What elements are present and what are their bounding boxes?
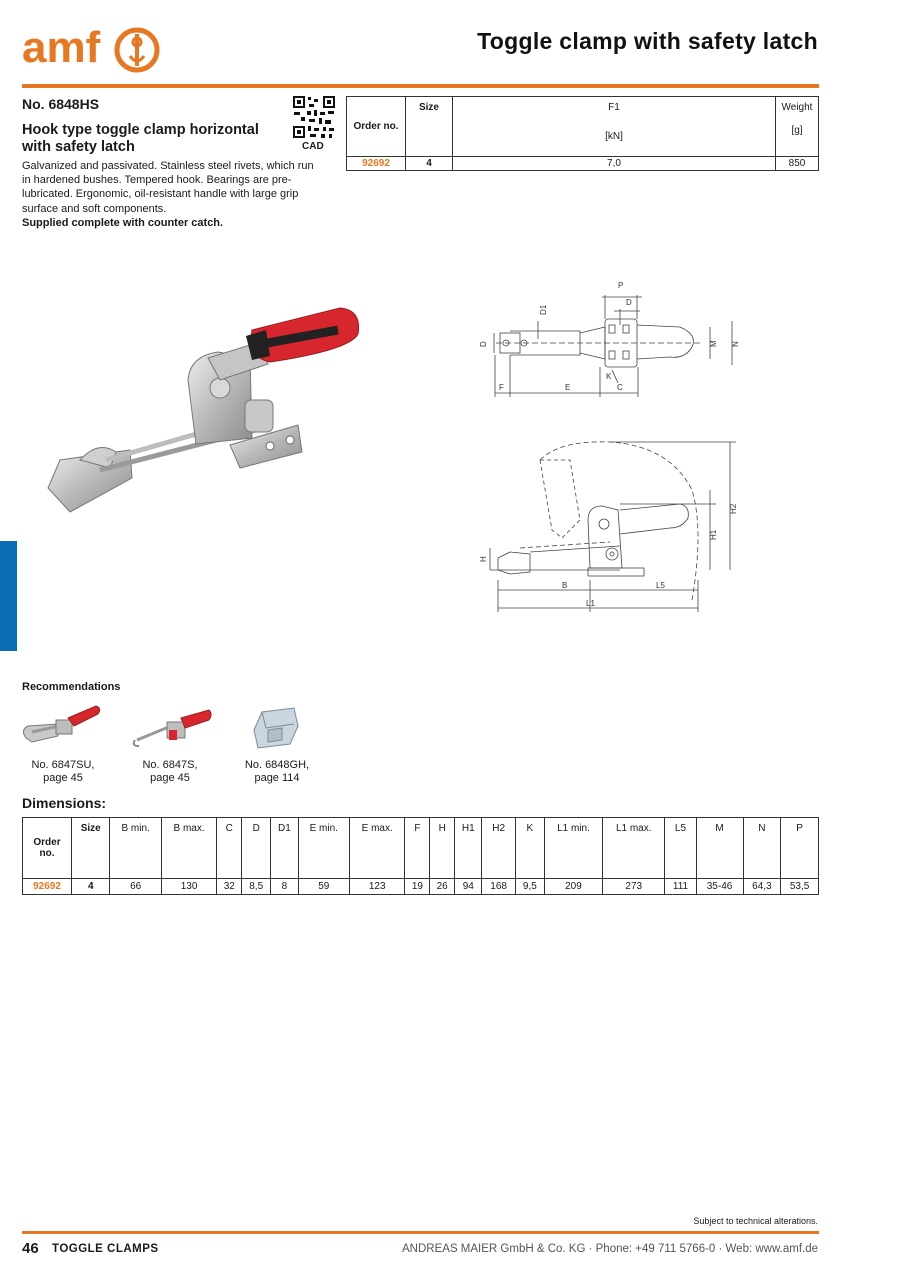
dim-label-m: M — [709, 340, 718, 347]
header-divider — [22, 84, 819, 88]
header-e-max: E max. — [349, 818, 405, 879]
header-f: F — [405, 818, 430, 879]
header-p: P — [781, 818, 819, 879]
technical-drawing-top-view — [480, 275, 750, 400]
h-cell: 26 — [430, 879, 455, 895]
table-row — [347, 157, 819, 171]
dim-label-p: P — [618, 281, 624, 290]
recommendation-item[interactable] — [115, 700, 225, 785]
qr-code-icon[interactable] — [292, 95, 336, 139]
cad-label[interactable]: CAD — [302, 141, 324, 152]
rec-line1: No. 6848GH, — [244, 759, 310, 771]
clamp-6847s-thumbnail — [125, 700, 215, 755]
weight-cell: 850 — [776, 157, 819, 171]
dim-label-n: N — [731, 341, 740, 347]
dimensions-title: Dimensions: — [22, 795, 107, 811]
h1-cell: 94 — [455, 879, 482, 895]
rec-line2: page 45 — [150, 772, 190, 784]
footer-divider — [22, 1231, 819, 1234]
header-f1 — [453, 97, 776, 157]
product-photo — [40, 300, 380, 520]
e-min-cell: 59 — [298, 879, 349, 895]
k-cell: 9,5 — [515, 879, 544, 895]
l5-cell: 111 — [665, 879, 696, 895]
table-row — [23, 879, 819, 895]
page-number: 46 — [22, 1240, 39, 1257]
header-size: Size — [406, 97, 453, 157]
header-h: H — [430, 818, 455, 879]
header-b-max: B max. — [161, 818, 217, 879]
dim-label-k: K — [606, 372, 612, 381]
section-tab-marker — [0, 541, 17, 651]
order-no-cell[interactable]: 92692 — [347, 157, 406, 171]
f-cell: 19 — [405, 879, 430, 895]
footer-section-title: TOGGLE CLAMPS — [52, 1243, 159, 1255]
page-title: Toggle clamp with safety latch — [477, 28, 818, 54]
dim-label-c: C — [617, 383, 623, 392]
header-l1-max: L1 max. — [603, 818, 665, 879]
header-n: N — [743, 818, 781, 879]
header-weight — [776, 97, 819, 157]
dim-label-d-left: D — [479, 341, 488, 347]
e-max-cell: 123 — [349, 879, 405, 895]
header-order-no: Order no. — [23, 818, 72, 879]
rec-line2: page 45 — [43, 772, 83, 784]
l1-min-cell: 209 — [544, 879, 602, 895]
dim-label-h: H — [479, 556, 488, 562]
table-header-row — [23, 818, 819, 879]
dim-label-h1: H1 — [709, 529, 718, 540]
rec-line1: No. 6847SU, — [31, 759, 95, 771]
header-d1: D1 — [271, 818, 298, 879]
order-table — [346, 96, 819, 171]
header-c: C — [217, 818, 242, 879]
header-k: K — [515, 818, 544, 879]
footer-company-info: ANDREAS MAIER GmbH & Co. KG · Phone: +49 711 5766-0 · Web: www.amf.de — [402, 1243, 818, 1255]
header-order-no: Order no. — [347, 97, 406, 157]
l1-max-cell: 273 — [603, 879, 665, 895]
weight-unit: [g] — [791, 125, 803, 136]
dimensions-table — [22, 817, 819, 895]
n-cell: 64,3 — [743, 879, 781, 895]
size-cell: 4 — [72, 879, 110, 895]
rec-line1: No. 6847S, — [142, 759, 198, 771]
svg-text:amf: amf — [22, 23, 101, 72]
dim-label-b: B — [562, 581, 568, 590]
table-header-row — [347, 97, 819, 157]
dim-label-l5: L5 — [656, 581, 665, 590]
p-cell: 53,5 — [781, 879, 819, 895]
header-e-min: E min. — [298, 818, 349, 879]
d-cell: 8,5 — [242, 879, 271, 895]
technical-alterations-note: Subject to technical alterations. — [693, 1216, 818, 1226]
counter-catch-6848gh-thumbnail — [232, 700, 322, 755]
clamp-6847su-thumbnail — [18, 700, 108, 755]
header-b-min: B min. — [110, 818, 161, 879]
header-l5: L5 — [665, 818, 696, 879]
header-m: M — [696, 818, 743, 879]
recommendations-title: Recommendations — [22, 681, 121, 693]
h2-cell: 168 — [482, 879, 515, 895]
c-cell: 32 — [217, 879, 242, 895]
recommendation-item[interactable] — [8, 700, 118, 785]
size-cell: 4 — [406, 157, 453, 171]
f1-unit: [kN] — [605, 131, 623, 142]
header-l1-min: L1 min. — [544, 818, 602, 879]
m-cell: 35-46 — [696, 879, 743, 895]
description-text: Galvanized and passivated. Stainless steel rivets, which run in hardened bushes. Tempered hook. Bearings are pre-lubricated. Ergonomic, oil-resistant handle with large grip surface and soft components. — [22, 160, 314, 215]
header-h1: H1 — [455, 818, 482, 879]
product-description — [22, 159, 322, 230]
dim-label-d1: D1 — [539, 304, 548, 315]
rec-line2: page 114 — [254, 772, 300, 784]
recommendation-item[interactable] — [222, 700, 332, 785]
dim-label-d-upper: D — [626, 298, 632, 307]
weight-label: Weight — [781, 102, 813, 113]
dim-label-l1: L1 — [586, 599, 595, 608]
product-name: Hook type toggle clamp horizontal with safety latch — [22, 122, 259, 155]
header-d: D — [242, 818, 271, 879]
b-max-cell: 130 — [161, 879, 217, 895]
order-no-cell[interactable]: 92692 — [23, 879, 72, 895]
header-size: Size — [72, 818, 110, 879]
technical-drawing-side-view — [470, 430, 750, 620]
amf-logo — [22, 24, 162, 76]
dim-label-f: F — [499, 383, 504, 392]
d1-cell: 8 — [271, 879, 298, 895]
header-h2: H2 — [482, 818, 515, 879]
supplied-note: Supplied complete with counter catch. — [22, 216, 224, 229]
dim-label-h2: H2 — [729, 503, 738, 514]
dim-label-e: E — [565, 383, 571, 392]
f1-label: F1 — [608, 102, 620, 113]
b-min-cell: 66 — [110, 879, 161, 895]
f1-cell: 7,0 — [453, 157, 776, 171]
product-number: No. 6848HS — [22, 96, 100, 112]
